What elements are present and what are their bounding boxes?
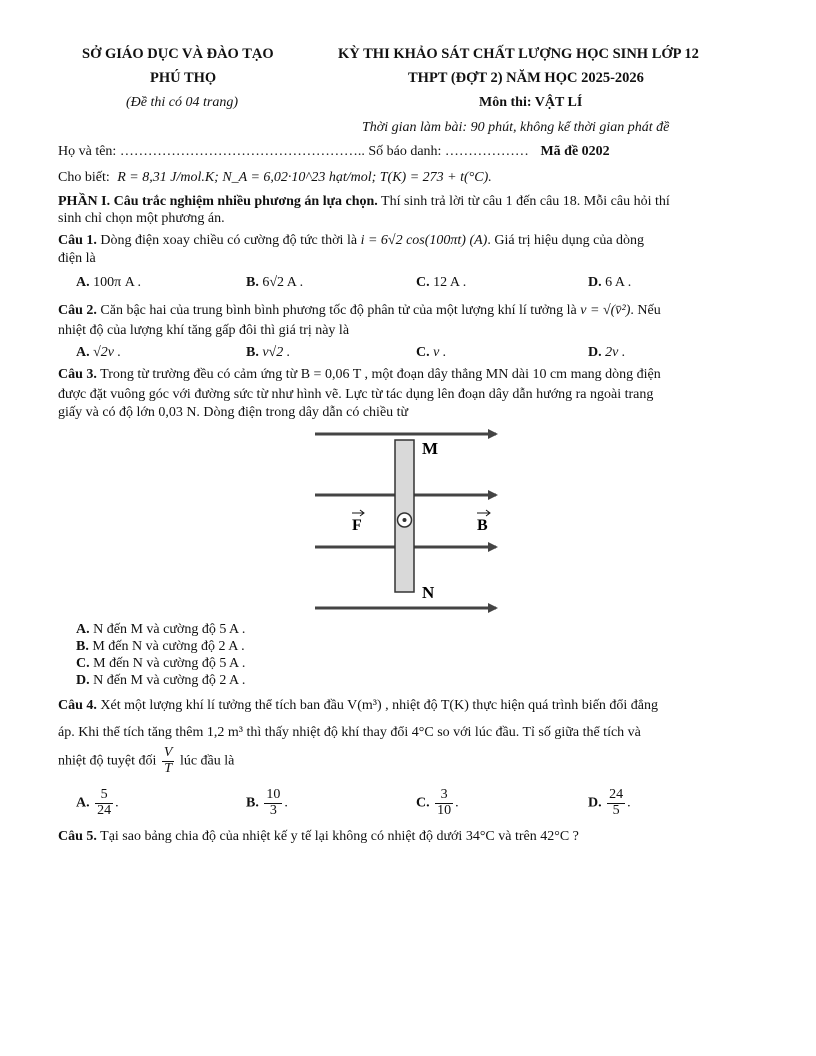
q3-figure bbox=[300, 420, 510, 620]
page-count-note: (Đề thi có 04 trang) bbox=[126, 95, 238, 110]
q1-text: Dòng điện xoay chiều có cường độ tức thời là bbox=[100, 233, 358, 248]
q4-text-3b: lúc đầu là bbox=[179, 753, 235, 769]
q3-option-c[interactable]: C. M đến N và cường độ 5 A . bbox=[76, 656, 246, 671]
q4-text-3a: nhiệt độ tuyệt đối bbox=[58, 753, 157, 769]
q1-option-d[interactable]: D. 6 A . bbox=[588, 275, 632, 290]
q5-text: Tại sao bảng chia độ của nhiệt kế y tế lại không có nhiệt độ dưới 34°C và trên 42°C ? bbox=[100, 829, 579, 844]
q4-ratio: $\frac{V}{T}$ bbox=[163, 745, 173, 776]
q3-option-d[interactable]: D. N đến M và cường độ 2 A . bbox=[76, 673, 246, 688]
q3-stem-3: giấy và có độ lớn 0,03 N. Dòng điện trong dây dẫn có chiều từ bbox=[58, 405, 409, 420]
q1-stem-2: điện là bbox=[58, 251, 96, 266]
sbd-field-label: Số báo danh: ……………… bbox=[368, 144, 529, 159]
q4-option-c[interactable]: C. $\frac{3}{10}$ . bbox=[416, 787, 459, 818]
q3-option-b[interactable]: B. M đến N và cường độ 2 A . bbox=[76, 639, 245, 654]
part1-desc-2: sinh chỉ chọn một phương án. bbox=[58, 211, 225, 226]
q1-option-a[interactable]: A. 100π A . bbox=[76, 275, 142, 290]
q2-stem-2: nhiệt độ của lượng khí tăng gấp đôi thì giá trị này là bbox=[58, 323, 350, 338]
student-info-row bbox=[58, 144, 610, 160]
q2-option-d[interactable]: D. 2v . bbox=[588, 345, 626, 360]
q3-stem-2: được đặt vuông góc với đường sức từ như hình vẽ. Lực từ tác dụng lên đoạn dây dẫn hướng ra ngoài trang bbox=[58, 387, 654, 402]
q4-option-b[interactable]: B. $\frac{10}{3}$ . bbox=[246, 787, 288, 818]
q4-stem-2: áp. Khi thể tích tăng thêm 1,2 m³ thì thấy nhiệt độ khí thay đổi 4°C so với lúc đầu. Tỉ số giữa thể tích và bbox=[58, 725, 641, 740]
exam-code: Mã đề 0202 bbox=[540, 144, 610, 159]
given-constants bbox=[58, 170, 492, 186]
q2-text-2: . Nếu bbox=[630, 303, 661, 318]
q4-label: Câu 4. bbox=[58, 698, 97, 713]
q2-text: Căn bậc hai của trung bình bình phương tốc độ phân tử của một lượng khí lí tưởng là bbox=[100, 303, 577, 318]
given-prefix: Cho biết: bbox=[58, 170, 110, 185]
q3-stem bbox=[58, 367, 661, 383]
q2-option-a[interactable]: A. √2v . bbox=[76, 345, 122, 360]
exam-title: KỲ THI KHẢO SÁT CHẤT LƯỢNG HỌC SINH LỚP 12 bbox=[338, 46, 699, 62]
label-n: N bbox=[422, 583, 435, 602]
label-m: M bbox=[422, 439, 439, 458]
q5-label: Câu 5. bbox=[58, 829, 97, 844]
label-b: B bbox=[477, 517, 488, 534]
province-name: PHÚ THỌ bbox=[150, 70, 217, 86]
given-constants-text: R = 8,31 J/mol.K; N_A = 6,02·10^23 hạt/mol; T(K) = 273 + t(°C). bbox=[117, 170, 492, 185]
department-name: SỞ GIÁO DỤC VÀ ĐÀO TẠO bbox=[82, 46, 274, 62]
q3-text: Trong từ trường đều có cảm ứng từ B = 0,06 T , một đoạn dây thẳng MN dài 10 cm mang dòng điện bbox=[100, 367, 661, 382]
subject: Môn thi: VẬT LÍ bbox=[479, 95, 583, 110]
q1-text-2: . Giá trị hiệu dụng của dòng bbox=[487, 233, 645, 248]
q3-label: Câu 3. bbox=[58, 367, 97, 382]
q4-option-d[interactable]: D. $\frac{24}{5}$ . bbox=[588, 787, 631, 818]
q1-option-c[interactable]: C. 12 A . bbox=[416, 275, 467, 290]
q1-stem bbox=[58, 233, 644, 249]
duration-note: Thời gian làm bài: 90 phút, không kể thời gian phát đề bbox=[362, 120, 670, 135]
q2-stem bbox=[58, 303, 661, 319]
q3-option-a[interactable]: A. N đến M và cường độ 5 A . bbox=[76, 622, 246, 637]
q4-text: Xét một lượng khí lí tưởng thể tích ban đầu V(m³) , nhiệt độ T(K) thực hiện quá trình biến đổi đẳng bbox=[100, 698, 659, 713]
q2-formula: v = √(v̄²) bbox=[580, 303, 631, 318]
q1-formula: i = 6√2 cos(100πt) (A) bbox=[360, 233, 488, 248]
q4-option-a[interactable]: A. $\frac{5}{24}$ . bbox=[76, 787, 119, 818]
part1-title: PHẦN I. Câu trắc nghiệm nhiều phương án lựa chọn. bbox=[58, 194, 378, 209]
q2-option-c[interactable]: C. v . bbox=[416, 345, 447, 360]
part1-heading-line bbox=[58, 194, 670, 210]
q2-option-b[interactable]: B. v√2 . bbox=[246, 345, 291, 360]
q5-stem bbox=[58, 829, 579, 845]
part1-desc: Thí sinh trả lời từ câu 1 đến câu 18. Mỗi câu hỏi thí bbox=[381, 194, 670, 209]
q2-label: Câu 2. bbox=[58, 303, 97, 318]
q4-stem-3 bbox=[58, 746, 234, 776]
name-field-label: Họ và tên: …………………………………………….. bbox=[58, 144, 365, 159]
q4-stem bbox=[58, 698, 658, 714]
label-f: F bbox=[352, 517, 362, 534]
q1-option-b[interactable]: B. 6√2 A . bbox=[246, 275, 304, 290]
exam-round: THPT (ĐỢT 2) NĂM HỌC 2025-2026 bbox=[408, 70, 644, 86]
q1-label: Câu 1. bbox=[58, 233, 97, 248]
